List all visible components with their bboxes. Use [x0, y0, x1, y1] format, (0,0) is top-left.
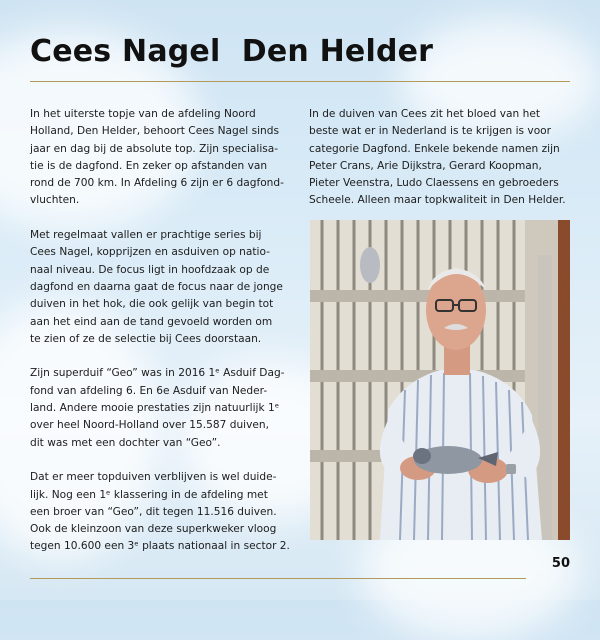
text-line: een broer van “Geo”, dit tegen 11.516 duiven.	[30, 505, 277, 518]
paragraph	[30, 469, 292, 555]
text-line: aan het eind aan de tand gevoeld worden om	[30, 315, 273, 328]
left-text-column	[30, 106, 292, 573]
text-line: Met regelmaat vallen er prachtige series bij	[30, 229, 262, 242]
text-line: beste wat er in Nederland is te krijgen is voor	[309, 125, 552, 138]
footer-divider	[30, 578, 526, 579]
paragraph	[30, 106, 292, 210]
text-line: Zijn superduif “Geo” was in 2016 1ᵉ Asduif Dag-	[30, 367, 285, 380]
text-line: dagfond en daarna gaat de focus naar de jonge	[30, 280, 283, 293]
text-line: over heel Noord-Holland over 15.587 duiven,	[30, 419, 269, 432]
text-line: te zien of ze de selectie bij Cees doorstaan.	[30, 332, 262, 345]
text-line: vluchten.	[30, 194, 80, 207]
page-title: Cees Nagel Den Helder	[30, 34, 434, 69]
photo-illustration	[310, 220, 570, 540]
text-line: naal niveau. De focus ligt in hoofdzaak op de	[30, 263, 270, 276]
text-line: Pieter Veenstra, Ludo Claessens en gebroeders	[309, 177, 559, 190]
text-line: land. Andere mooie prestaties zijn natuurlijk 1ᵉ	[30, 402, 280, 415]
text-line: Holland, Den Helder, behoort Cees Nagel sinds	[30, 125, 280, 138]
text-line: Dat er meer topduiven verblijven is wel duide-	[30, 471, 277, 484]
text-line: rond de 700 km. In Afdeling 6 zijn er 6 dagfond-	[30, 177, 284, 190]
text-line: Ook de kleinzoon van deze superkweker vloog	[30, 523, 277, 536]
text-line: jaar en dag bij de absolute top. Zijn specialisa-	[30, 142, 279, 155]
text-line: categorie Dagfond. Enkele bekende namen zijn	[309, 142, 560, 155]
text-line: tegen 10.600 een 3ᵉ plaats nationaal in sector 2.	[30, 540, 290, 553]
text-line: fond van afdeling 6. En 6e Asduif van Neder-	[30, 384, 268, 397]
text-line: Peter Crans, Arie Dijkstra, Gerard Koopman,	[309, 159, 542, 172]
text-line: In de duiven van Cees zit het bloed van het	[309, 108, 540, 120]
text-line: Scheele. Alleen maar topkwaliteit in Den Helder.	[309, 194, 566, 207]
page-number: 50	[551, 556, 570, 571]
text-line: dit was met een dochter van “Geo”.	[30, 436, 221, 449]
text-line: lijk. Nog een 1ᵉ klassering in de afdeling met	[30, 488, 268, 501]
photo-breeder-with-pigeon	[310, 220, 570, 540]
text-line: In het uiterste topje van de afdeling Noord	[30, 108, 256, 120]
text-line: duiven in het hok, die ook gelijk van begin tot	[30, 298, 274, 311]
right-text-column	[309, 106, 571, 227]
paragraph	[30, 365, 292, 451]
text-line: Cees Nagel, kopprijzen en asduiven op natio-	[30, 246, 270, 259]
title-divider	[30, 81, 570, 82]
paragraph	[30, 227, 292, 348]
text-line: tie is de dagfond. En zeker op afstanden van	[30, 159, 268, 172]
paragraph	[309, 106, 571, 210]
